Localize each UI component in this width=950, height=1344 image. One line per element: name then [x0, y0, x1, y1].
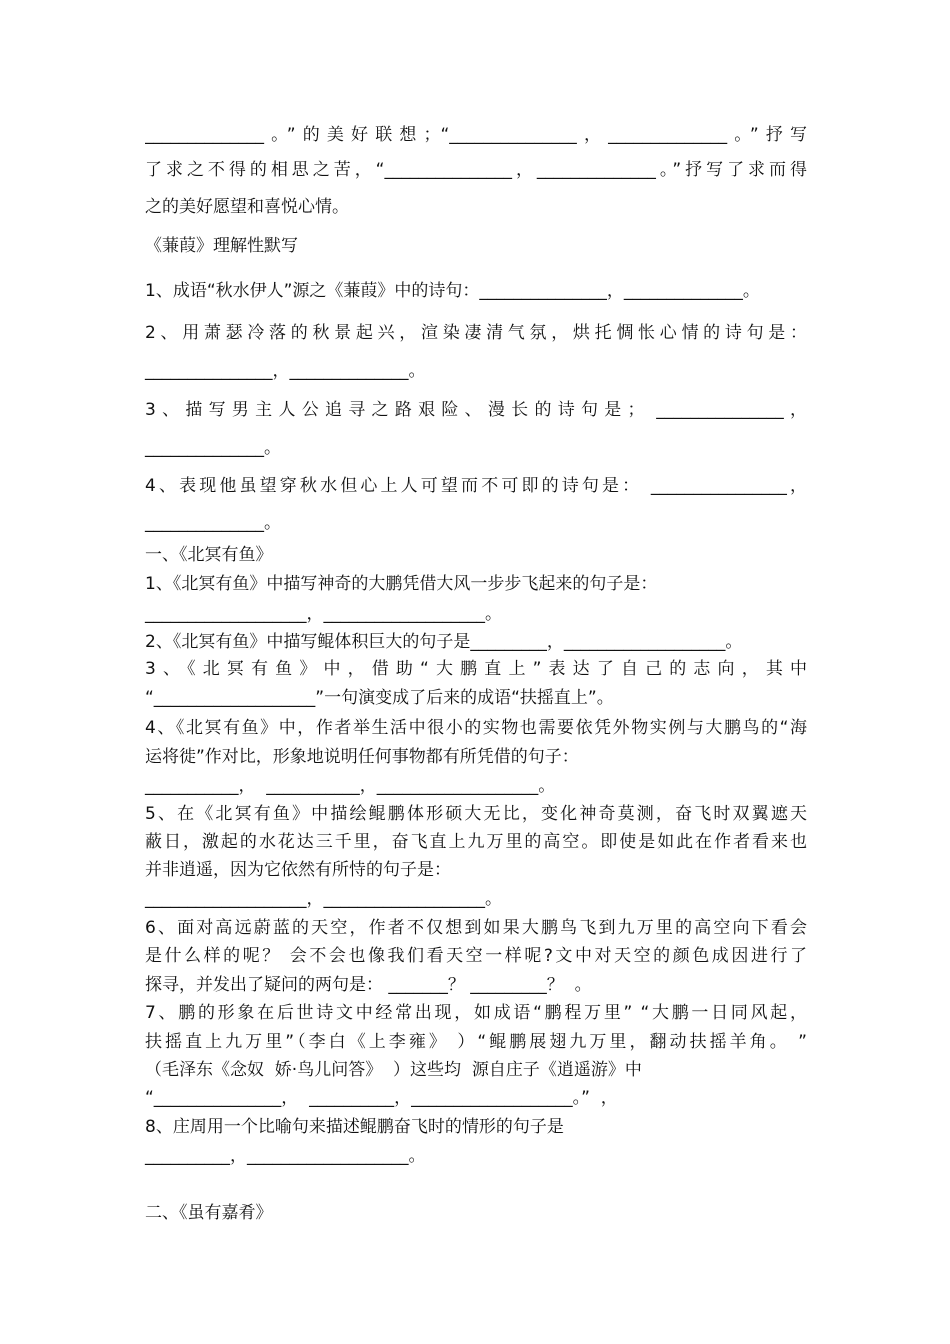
- answer-blank-line: __________，___________________。: [145, 1146, 426, 1166]
- question-text: 1、成语“秋水伊人”源之《蒹葭》中的诗句：_______________，______________。: [145, 281, 760, 301]
- text-line: ______________。”的美好联想；“_______________，______________。”抒写: [145, 125, 807, 145]
- question-text: 1、《北冥有鱼》中描写神奇的大鹏凭借大风一步步飞起来的句子是：: [145, 574, 658, 594]
- question-text: 2、《北冥有鱼》中描写鲲体积巨大的句子是_________，___________________。: [145, 632, 743, 652]
- answer-blank-line: ___________， ___________，___________________。: [145, 776, 556, 796]
- question-text: 扶摇直上九万里”（李白《上李雍》 ）“鲲鹏展翅九万里，翻动扶摇羊角。 ”: [145, 1032, 807, 1052]
- question-text: 3、《北冥有鱼》中，借助“大鹏直上”表达了自己的志向，其中: [145, 659, 807, 679]
- question-text: 4、表现他虽望穿秋水但心上人可望而不可即的诗句是： ________________，: [145, 476, 807, 496]
- answer-blank-line: “_______________， __________，___________________。” ，: [145, 1088, 618, 1108]
- section-heading: 《蒹葭》理解性默写: [145, 236, 298, 256]
- section-heading: 一、《北冥有鱼》: [145, 545, 273, 565]
- question-text: “___________________”一句演变成了后来的成语“扶摇直上”。: [145, 688, 614, 708]
- question-text: 3、描写男主人公追寻之路艰险、漫长的诗句是； _______________，: [145, 400, 807, 420]
- answer-blank-line: ___________________，___________________。: [145, 889, 502, 909]
- question-text: 是什么样的呢？ 会不会也像我们看天空一样呢?文中对天空的颜色成因进行了: [145, 946, 807, 966]
- answer-blank-line: ___________________，___________________。: [145, 604, 502, 624]
- text-line: 了求之不得的相思之苦，“_______________，______________。”抒写了求而得: [145, 160, 807, 180]
- question-text: 4、《北冥有鱼》中，作者举生活中很小的实物也需要依凭外物实例与大鹏鸟的“海: [145, 718, 807, 738]
- question-text: 8、庄周用一个比喻句来描述鲲鹏奋飞时的情形的句子是: [145, 1117, 564, 1137]
- question-text: 并非逍遥，因为它依然有所恃的句子是：: [145, 860, 451, 880]
- answer-blank-line: ______________。: [145, 513, 281, 533]
- answer-blank-line: _______________，______________。: [145, 361, 426, 381]
- question-text: 5、在《北冥有鱼》中描绘鲲鹏体形硕大无比，变化神奇莫测，奋飞时双翼遮天: [145, 804, 807, 824]
- question-text: 7、鹏的形象在后世诗文中经常出现，如成语“鹏程万里” “大鹏一日同风起，: [145, 1003, 807, 1023]
- answer-blank-line: ______________。: [145, 438, 281, 458]
- question-text: 2、用萧瑟冷落的秋景起兴，渲染凄清气氛，烘托惆怅心情的诗句是：: [145, 323, 807, 343]
- question-text: 探寻，并发出了疑问的两句是： _______？ _________？ 。: [145, 975, 592, 995]
- section-heading: 二、《虽有嘉肴》: [145, 1203, 273, 1223]
- question-text: 6、面对高远蔚蓝的天空，作者不仅想到如果大鹏鸟飞到九万里的高空向下看会: [145, 918, 807, 938]
- question-text: 蔽日，激起的水花达三千里，奋飞直上九万里的高空。即使是如此在作者看来也: [145, 832, 807, 852]
- text-line: 之的美好愿望和喜悦心情。: [145, 197, 349, 217]
- question-text: 运将徙”作对比，形象地说明任何事物都有所凭借的句子：: [145, 747, 579, 767]
- question-text: （毛泽东《念奴 娇·鸟儿问答》 ）这些均 源自庄子《逍遥游》中: [145, 1060, 642, 1080]
